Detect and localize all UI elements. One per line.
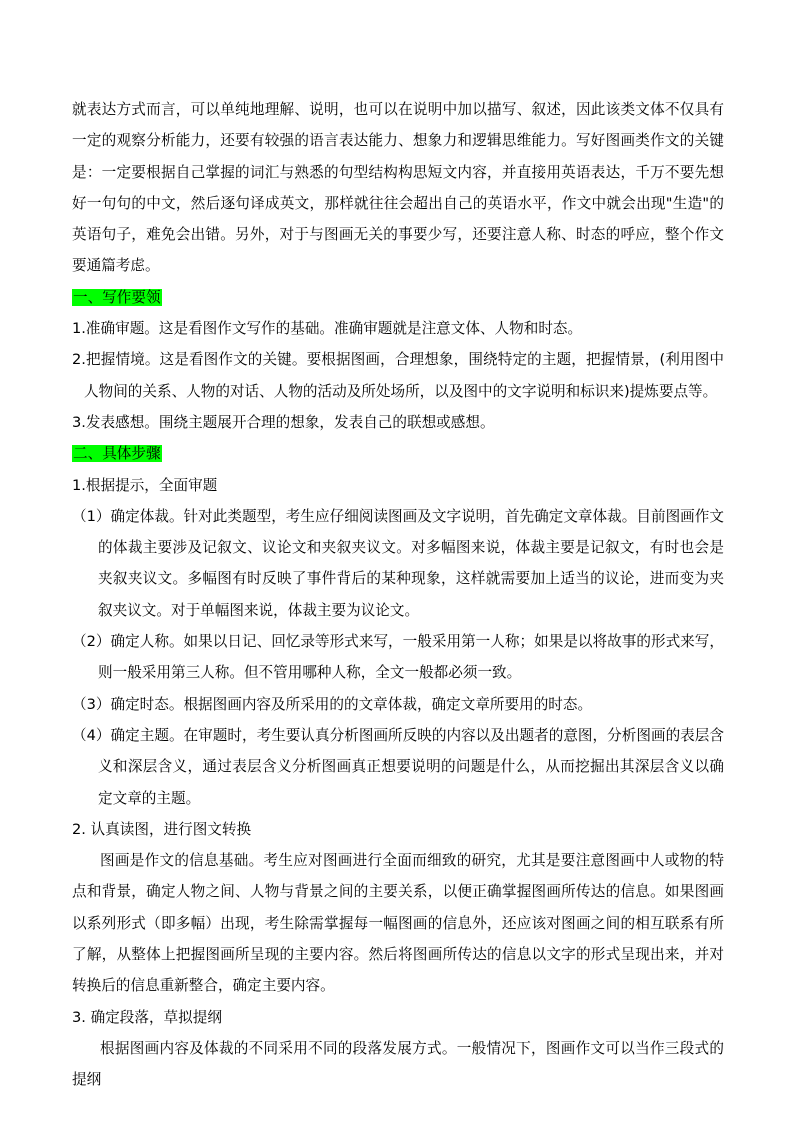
- section-heading-writing-tips: [72, 282, 724, 313]
- sub-item: （4）确定主题。在审题时，考生要认真分析图画所反映的内容以及出题者的意图，分析图画的表层含义和深层含义，通过表层含义分析图画真正想要说明的问题是什么，从而挖掘出其深层含义以确定文章的主题。: [72, 726, 724, 807]
- section-heading-steps: [72, 438, 724, 469]
- sub-item: （3）确定时态。根据图画内容及所采用的的文章体裁，确定文章所要用的时态。: [72, 695, 593, 713]
- section-heading-label: 一、写作要领: [73, 288, 161, 306]
- step-title: 2. 认真读图，进行图文转换: [72, 820, 252, 838]
- section-heading-label: 二、具体步骤: [73, 445, 161, 463]
- intro-paragraph: 就表达方式而言，可以单纯地理解、说明，也可以在说明中加以描写、叙述，因此该类文体不仅具有一定的观察分析能力，还要有较强的语言表达能力、想象力和逻辑思维能力。写好图画类作文的关键是：一定要根据自己掌握的词汇与熟悉的句型结构构思短文内容，并直接用英语表达，千万不要先想好一句句的中文，然后逐句译成英文，那样就往往会超出自己的英语水平，作文中就会出现"生造"的英语句子，难免会出错。另外，对于与图画无关的事要少写，还要注意人称、时态的呼应，整个作文要通篇考虑。: [72, 101, 724, 275]
- sub-item: （1）确定体裁。针对此类题型，考生应仔细阅读图画及文字说明，首先确定文章体裁。目前图画作文的体裁主要涉及记叙文、议论文和夹叙夹议文。对多幅图来说，体裁主要是记叙文，有时也会是夹叙夹议文。多幅图有时反映了事件背后的某种现象，这样就需要加上适当的议论，进而变为夹叙夹议文。对于单幅图来说，体裁主要为议论文。: [72, 507, 724, 619]
- list-item: 3.发表感想。围绕主题展开合理的想象，发表自己的联想或感想。: [72, 413, 495, 431]
- document-page: [72, 94, 724, 1096]
- list-item: 1.准确审题。这是看图作文写作的基础。准确审题就是注意文体、人物和时态。: [72, 320, 583, 338]
- step-title: 1.根据提示，全面审题: [72, 476, 218, 494]
- step-body: 根据图画内容及体裁的不同采用不同的段落发展方式。一般情况下，图画作文可以当作三段式的提纲: [72, 1039, 724, 1089]
- step-body: 图画是作文的信息基础。考生应对图画进行全面而细致的研究，尤其是要注意图画中人或物的特点和背景，确定人物之间、人物与背景之间的主要关系，以便正确掌握图画所传达的信息。如果图画以系列形式（即多幅）出现，考生除需掌握每一幅图画的信息外，还应该对图画之间的相互联系有所了解，从整体上把握图画所呈现的主要内容。然后将图画所传达的信息以文字的形式呈现出来，并对转换后的信息重新整合，确定主要内容。: [72, 852, 724, 995]
- step-title: 3. 确定段落，草拟提纲: [72, 1008, 222, 1026]
- list-item: 2.把握情境。这是看图作文的关键。要根据图画，合理想象，围绕特定的主题，把握情景，(利用图中人物间的关系、人物的对话、人物的活动及所处场所，以及图中的文字说明和标识来)提炼要点等。: [72, 351, 724, 400]
- sub-item: （2）确定人称。如果以日记、回忆录等形式来写，一般采用第一人称；如果是以将故事的形式来写，则一般采用第三人称。但不管用哪种人称，全文一般都必须一致。: [72, 633, 724, 682]
